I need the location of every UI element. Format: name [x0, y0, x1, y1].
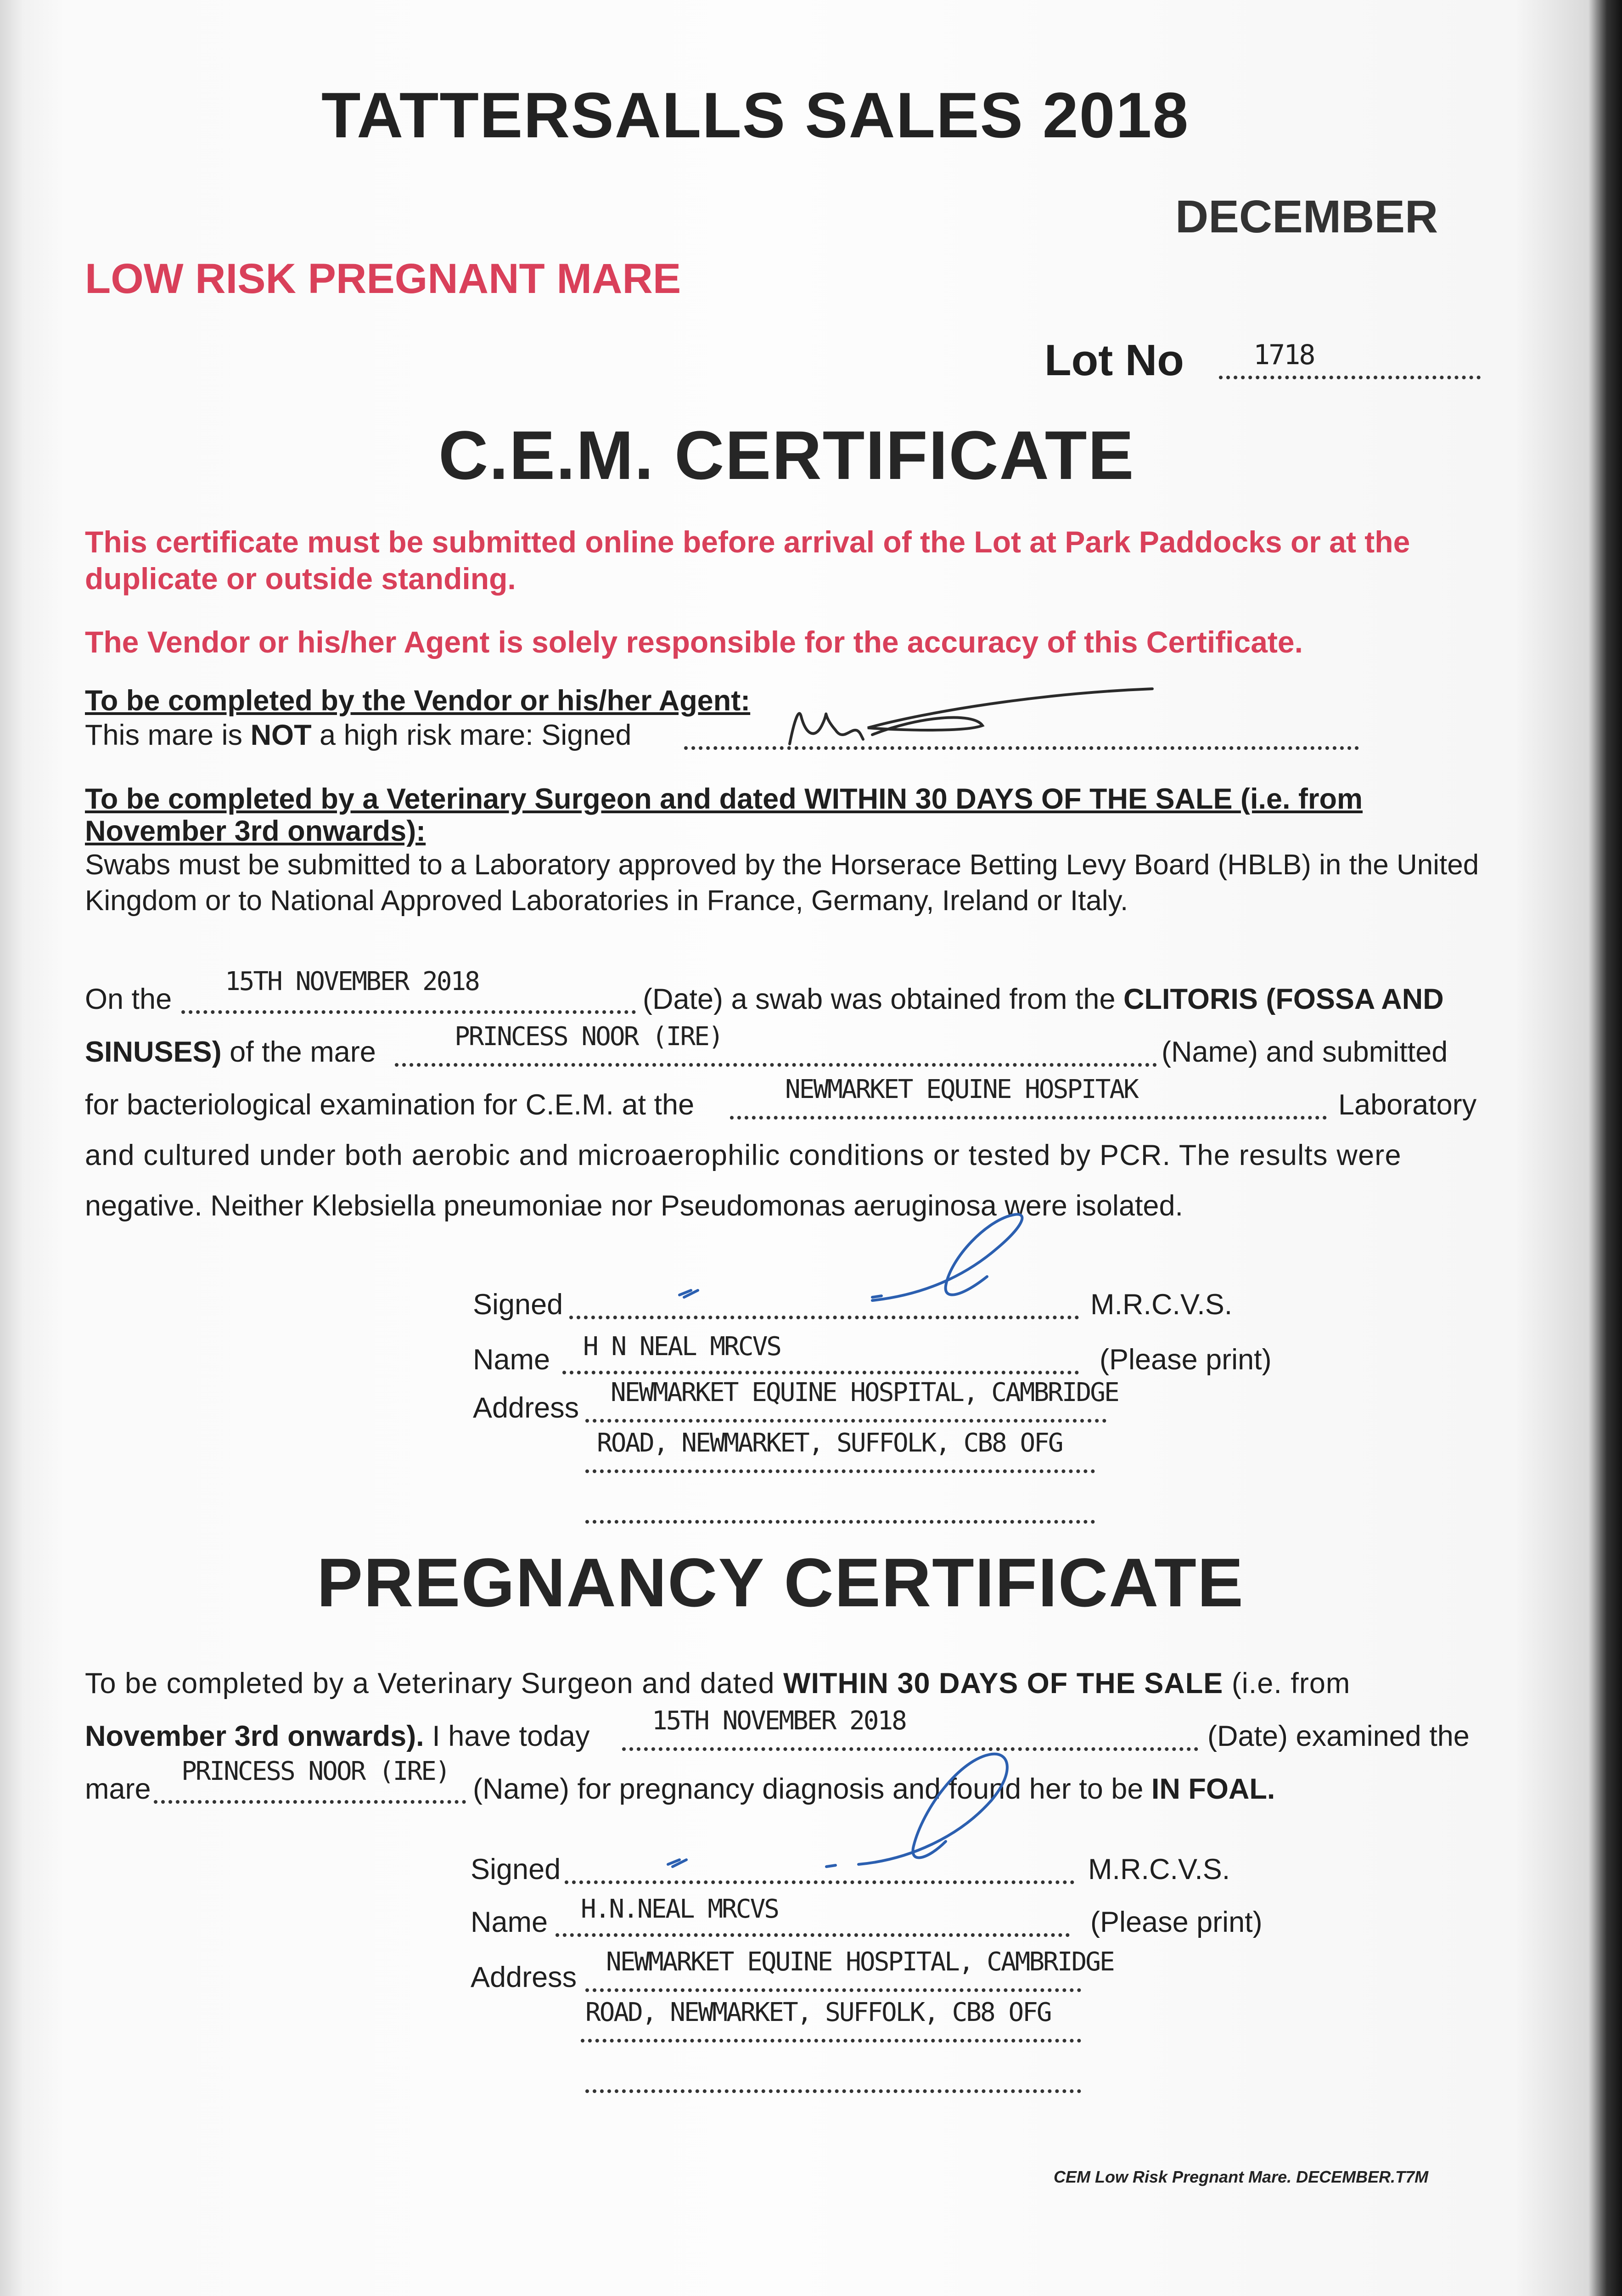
vendor-signature-scribble	[780, 670, 1157, 753]
preg-name-label: Name	[471, 1906, 548, 1938]
swab-line-5: negative. Neither Klebsiella pneumoniae nor Pseudomonas aeruginosa were isolated.	[85, 1190, 1184, 1222]
responsibility-notice: The Vendor or his/her Agent is solely responsible for the accuracy of this Certificate.	[85, 625, 1303, 659]
preg-mrcvs: M.R.C.V.S.	[1088, 1853, 1230, 1885]
cem-name-label: Name	[473, 1344, 550, 1376]
preg-name-line	[556, 1933, 1070, 1937]
mare-category: LOW RISK PREGNANT MARE	[85, 255, 681, 302]
preg-please-print: (Please print)	[1090, 1906, 1263, 1938]
submission-notice: This certificate must be submitted online before arrival of the Lot at Park Paddocks or at the duplicate or outside standing.	[85, 525, 1410, 596]
lab-name-value: NEWMARKET EQUINE HOSPITAK	[785, 1075, 1138, 1104]
mare-name-line	[395, 1063, 1157, 1067]
swab-line-2-rest: (Name) and submitted	[1162, 1036, 1448, 1068]
cem-mrcvs: M.R.C.V.S.	[1090, 1289, 1233, 1321]
lot-label: Lot No	[1044, 336, 1184, 385]
swab-line-1-rest: (Date) a swab was obtained from the CLITORIS (FOSSA AND	[643, 983, 1444, 1015]
swab-date-line	[181, 1010, 636, 1014]
swab-date-value: 15TH NOVEMBER 2018	[225, 967, 479, 996]
preg-vet-signature	[643, 1727, 1079, 1892]
swab-line-4: and cultured under both aerobic and microaerophilic conditions or tested by PCR. The results were	[85, 1139, 1402, 1171]
lot-number-value: 1718	[1253, 339, 1314, 371]
preg-vet-name-value: H.N.NEAL MRCVS	[581, 1894, 779, 1924]
vendor-section-heading: To be completed by the Vendor or his/her Agent:	[85, 685, 751, 717]
swab-requirements: Swabs must be submitted to a Laboratory approved by the Horserace Betting Levy Board (HBLB) in the United Kingdom or to National Approved Laboratories in France, Germany, Ireland or Italy.	[85, 849, 1479, 917]
cem-please-print: (Please print)	[1100, 1344, 1272, 1376]
preg-address-line-3	[585, 2089, 1081, 2093]
cem-address-label: Address	[473, 1392, 579, 1424]
document-title: TATTERSALLS SALES 2018	[321, 79, 1190, 151]
swab-line-3-rest: Laboratory	[1338, 1089, 1477, 1121]
cem-signed-label: Signed	[473, 1289, 563, 1321]
lot-dotline	[1219, 376, 1481, 379]
cem-address-value-2: ROAD, NEWMARKET, SUFFOLK, CB8 OFG	[597, 1428, 1062, 1458]
cem-address-line-2	[585, 1469, 1095, 1473]
preg-line-2-rest: (Date) examined the	[1207, 1720, 1470, 1752]
form-code-footer: CEM Low Risk Pregnant Mare. DECEMBER.T7M	[1054, 2167, 1429, 2186]
swab-line-1: On the	[85, 983, 172, 1015]
pregnancy-certificate-title: PREGNANCY CERTIFICATE	[317, 1544, 1244, 1621]
cem-vet-signature	[666, 1194, 1070, 1332]
preg-address-line-1	[585, 1988, 1081, 1992]
cem-address-line-3	[585, 1520, 1095, 1524]
cem-name-line	[562, 1371, 1079, 1374]
preg-line-2: November 3rd onwards). I have today	[85, 1720, 590, 1752]
lot-number-field	[1044, 335, 1184, 386]
cem-certificate-title: C.E.M. CERTIFICATE	[438, 416, 1135, 494]
vendor-declaration: This mare is NOT a high risk mare: Signed	[85, 719, 632, 751]
preg-mare-name-line	[154, 1800, 466, 1804]
preg-address-line-2	[581, 2039, 1081, 2043]
preg-address-value-1: NEWMARKET EQUINE HOSPITAL, CAMBRIDGE	[606, 1947, 1114, 1977]
cem-address-value-1: NEWMARKET EQUINE HOSPITAL, CAMBRIDGE	[611, 1378, 1118, 1407]
cem-mare-name-value: PRINCESS NOOR (IRE)	[455, 1022, 723, 1052]
preg-address-value-2: ROAD, NEWMARKET, SUFFOLK, CB8 OFG	[585, 1998, 1051, 2027]
preg-line-3: mare	[85, 1773, 151, 1805]
cem-address-line-1	[585, 1419, 1106, 1423]
preg-mare-name-value: PRINCESS NOOR (IRE)	[181, 1756, 449, 1786]
swab-line-3: for bacteriological examination for C.E.M. at the	[85, 1089, 695, 1121]
exam-date-value: 15TH NOVEMBER 2018	[652, 1706, 906, 1736]
lab-name-line	[730, 1116, 1327, 1120]
vet-section-heading: To be completed by a Veterinary Surgeon and dated WITHIN 30 DAYS OF THE SALE (i.e. from November 3rd onwards):	[85, 783, 1363, 847]
swab-line-2: SINUSES) of the mare	[85, 1036, 376, 1068]
preg-line-1: To be completed by a Veterinary Surgeon and dated WITHIN 30 DAYS OF THE SALE (i.e. from	[85, 1667, 1351, 1699]
preg-line-3-rest: (Name) for pregnancy diagnosis and found her to be IN FOAL.	[473, 1773, 1275, 1805]
preg-signed-label: Signed	[471, 1853, 561, 1885]
sale-month: DECEMBER	[1175, 191, 1438, 242]
preg-address-label: Address	[471, 1961, 577, 1993]
cem-vet-name-value: H N NEAL MRCVS	[583, 1332, 781, 1362]
